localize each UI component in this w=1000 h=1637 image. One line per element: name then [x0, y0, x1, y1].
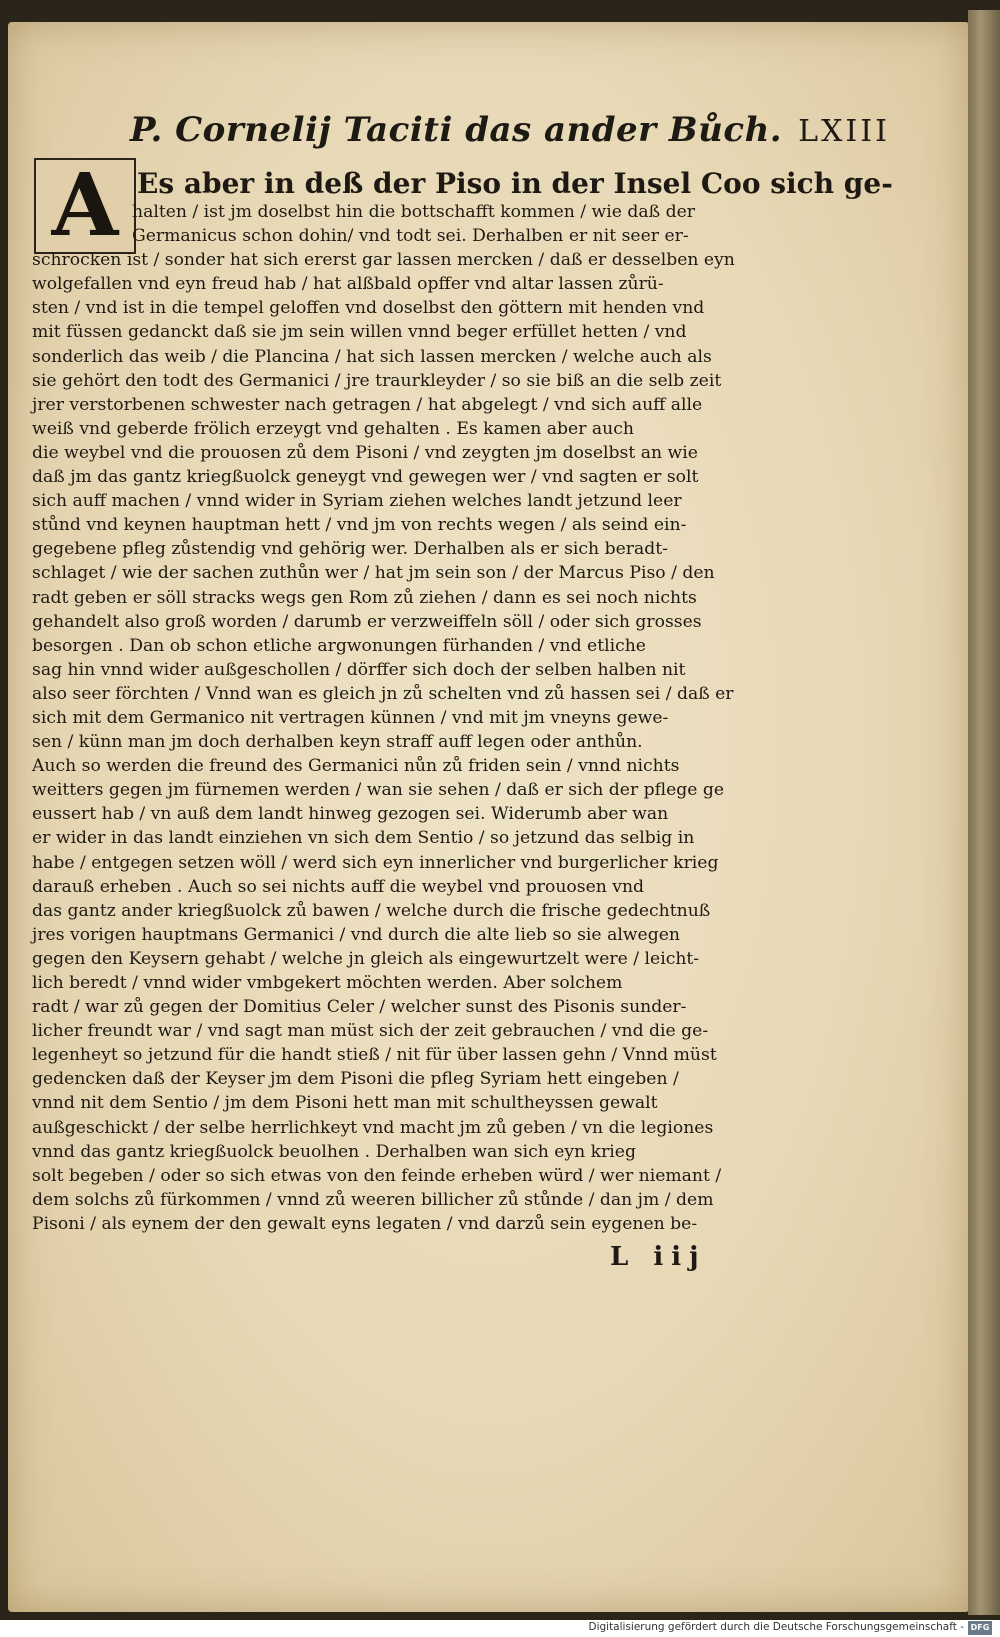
text-line: lich beredt / vnnd wider vmbgekert möchten werden. Aber solchem [32, 973, 623, 993]
text-line: er wider in das landt einziehen vn sich dem Sentio / so jetzund das selbig in [32, 828, 695, 849]
text-line: stůnd vnd keynen hauptman hett / vnd jm von rechts wegen / als seind ein- [32, 515, 687, 536]
text-line: eussert hab / vn auß dem landt hinweg gezogen sei. Widerumb aber wan [32, 804, 669, 825]
text-line: Germanicus schon dohin/ vnd todt sei. Derhalben er nit seer er- [132, 226, 689, 247]
body-text [32, 167, 893, 1236]
dfg-logo: DFG [968, 1621, 992, 1635]
text-line: mit füssen gedanckt daß sie jm sein willen vnnd beger erfüllet hetten / vnd [32, 322, 687, 343]
text-line: radt geben er söll stracks wegs gen Rom zů ziehen / dann es sei noch nichts [32, 587, 697, 608]
text-line: weiß vnd geberde frölich erzeygt vnd gehalten . Es kamen aber auch [32, 418, 634, 439]
text-line: gedencken daß der Keyser jm dem Pisoni die pfleg Syriam hett eingeben / [32, 1069, 679, 1090]
text-line: sonderlich das weib / die Plancina / hat sich lassen mercken / welche auch als [32, 346, 712, 367]
text-line: Pisoni / als eynem der den gewalt eyns legaten / vnd darzů sein eygenen be- [32, 1213, 698, 1234]
text-line: jrer verstorbenen schwester nach getragen / hat abgelegt / vnd sich auff alle [32, 394, 703, 415]
text-line: legenheyt so jetzund für die handt stieß / nit für über lassen gehn / Vnnd müst [32, 1045, 717, 1066]
text-line: vnnd das gantz kriegßuolck beuolhen . Derhalben wan sich eyn krieg [32, 1141, 636, 1162]
text-line: halten / ist jm doselbst hin die bottschafft kommen / wie daß der [132, 202, 695, 222]
book-edge [968, 10, 1000, 1615]
text-line: sich mit dem Germanico nit vertragen künnen / vnd mit jm vneyns gewe- [32, 707, 669, 728]
text-line: gegen den Keysern gehabt / welche jn gleich als eingewurtzelt were / leicht- [32, 948, 700, 969]
text-line: sag hin vnnd wider außgeschollen / dörffer sich doch der selben halben nit [32, 659, 686, 680]
text-line: wolgefallen vnd eyn freud hab / hat alßbald opffer vnd altar lassen zůrü- [32, 274, 664, 295]
text-line: die weybel vnd die prouosen zů dem Pisoni / vnd zeygten jm doselbst an wie [32, 442, 698, 463]
folio-number: LXIII [798, 114, 890, 149]
text-line: daß jm das gantz kriegßuolck geneygt vnd gewegen wer / vnd sagten er solt [32, 467, 699, 488]
text-line: also seer förchten / Vnnd wan es gleich jn zů schelten vnd zů hassen sei / daß er [32, 683, 734, 704]
text-line: schrocken ist / sonder hat sich ererst gar lassen mercken / daß er desselben eyn [32, 250, 735, 271]
text-line: licher freundt war / vnd sagt man müst sich der zeit gebrauchen / vnd die ge- [32, 1021, 709, 1042]
text-line: jres vorigen hauptmans Germanici / vnd durch die alte lieb so sie alwegen [32, 924, 680, 945]
text-line: darauß erheben . Auch so sei nichts auff die weybel vnd prouosen vnd [32, 876, 645, 897]
text-line: weitters gegen jm fürnemen werden / wan sie sehen / daß er sich der pflege ge [32, 780, 725, 801]
text-line: Auch so werden die freund des Germanici nůn zů friden sein / vnnd nichts [32, 756, 680, 777]
text-line: außgeschickt / der selbe herrlichkeyt vnd macht jm zů geben / vn die legiones [32, 1117, 714, 1138]
text-line: sten / vnd ist in die tempel geloffen vnd doselbst den göttern mit henden vnd [32, 298, 705, 319]
text-line: besorgen . Dan ob schon etliche argwonungen fürhanden / vnd etliche [32, 635, 646, 656]
running-header [130, 110, 930, 160]
signature-mark: L iij [610, 1242, 707, 1272]
text-line: radt / war zů gegen der Domitius Celer / welcher sunst des Pisonis sunder- [32, 997, 687, 1018]
text-line: schlaget / wie der sachen zuthůn wer / hat jm sein son / der Marcus Piso / den [32, 563, 715, 584]
footer-credit: Digitalisierung gefördert durch die Deutsche Forschungsgemeinschaft - [588, 1621, 964, 1633]
text-line: gehandelt also groß worden / darumb er verzweiffeln söll / oder sich grosses [32, 611, 702, 632]
text-line-first: Es aber in deß der Piso in der Insel Coo sich ge- [137, 167, 893, 200]
text-line: habe / entgegen setzen wöll / werd sich eyn innerlicher vnd burgerlicher krieg [32, 852, 719, 873]
text-line: das gantz ander kriegßuolck zů bawen / welche durch die frische gedechtnuß [32, 900, 711, 921]
text-line: sie gehört den todt des Germanici / jre traurkleyder / so sie biß an die selb zeit [32, 370, 722, 391]
header-title: P. Cornelij Taciti das ander Bůch. [130, 110, 783, 150]
text-line: vnnd nit dem Sentio / jm dem Pisoni hett man mit schultheyssen gewalt [32, 1093, 658, 1114]
text-line: sich auff machen / vnnd wider in Syriam ziehen welches landt jetzund leer [32, 491, 682, 512]
text-line: dem solchs zů fürkommen / vnnd zů weeren billicher zů stůnde / dan jm / dem [32, 1189, 714, 1210]
text-line: gegebene pfleg zůstendig vnd gehörig wer. Derhalben als er sich beradt- [32, 539, 668, 560]
text-line: solt begeben / oder so sich etwas von den feinde erheben würd / wer niemant / [32, 1165, 722, 1186]
text-line: sen / künn man jm doch derhalben keyn straff auff legen oder anthůn. [32, 732, 643, 753]
initial-letter: A [51, 155, 119, 256]
